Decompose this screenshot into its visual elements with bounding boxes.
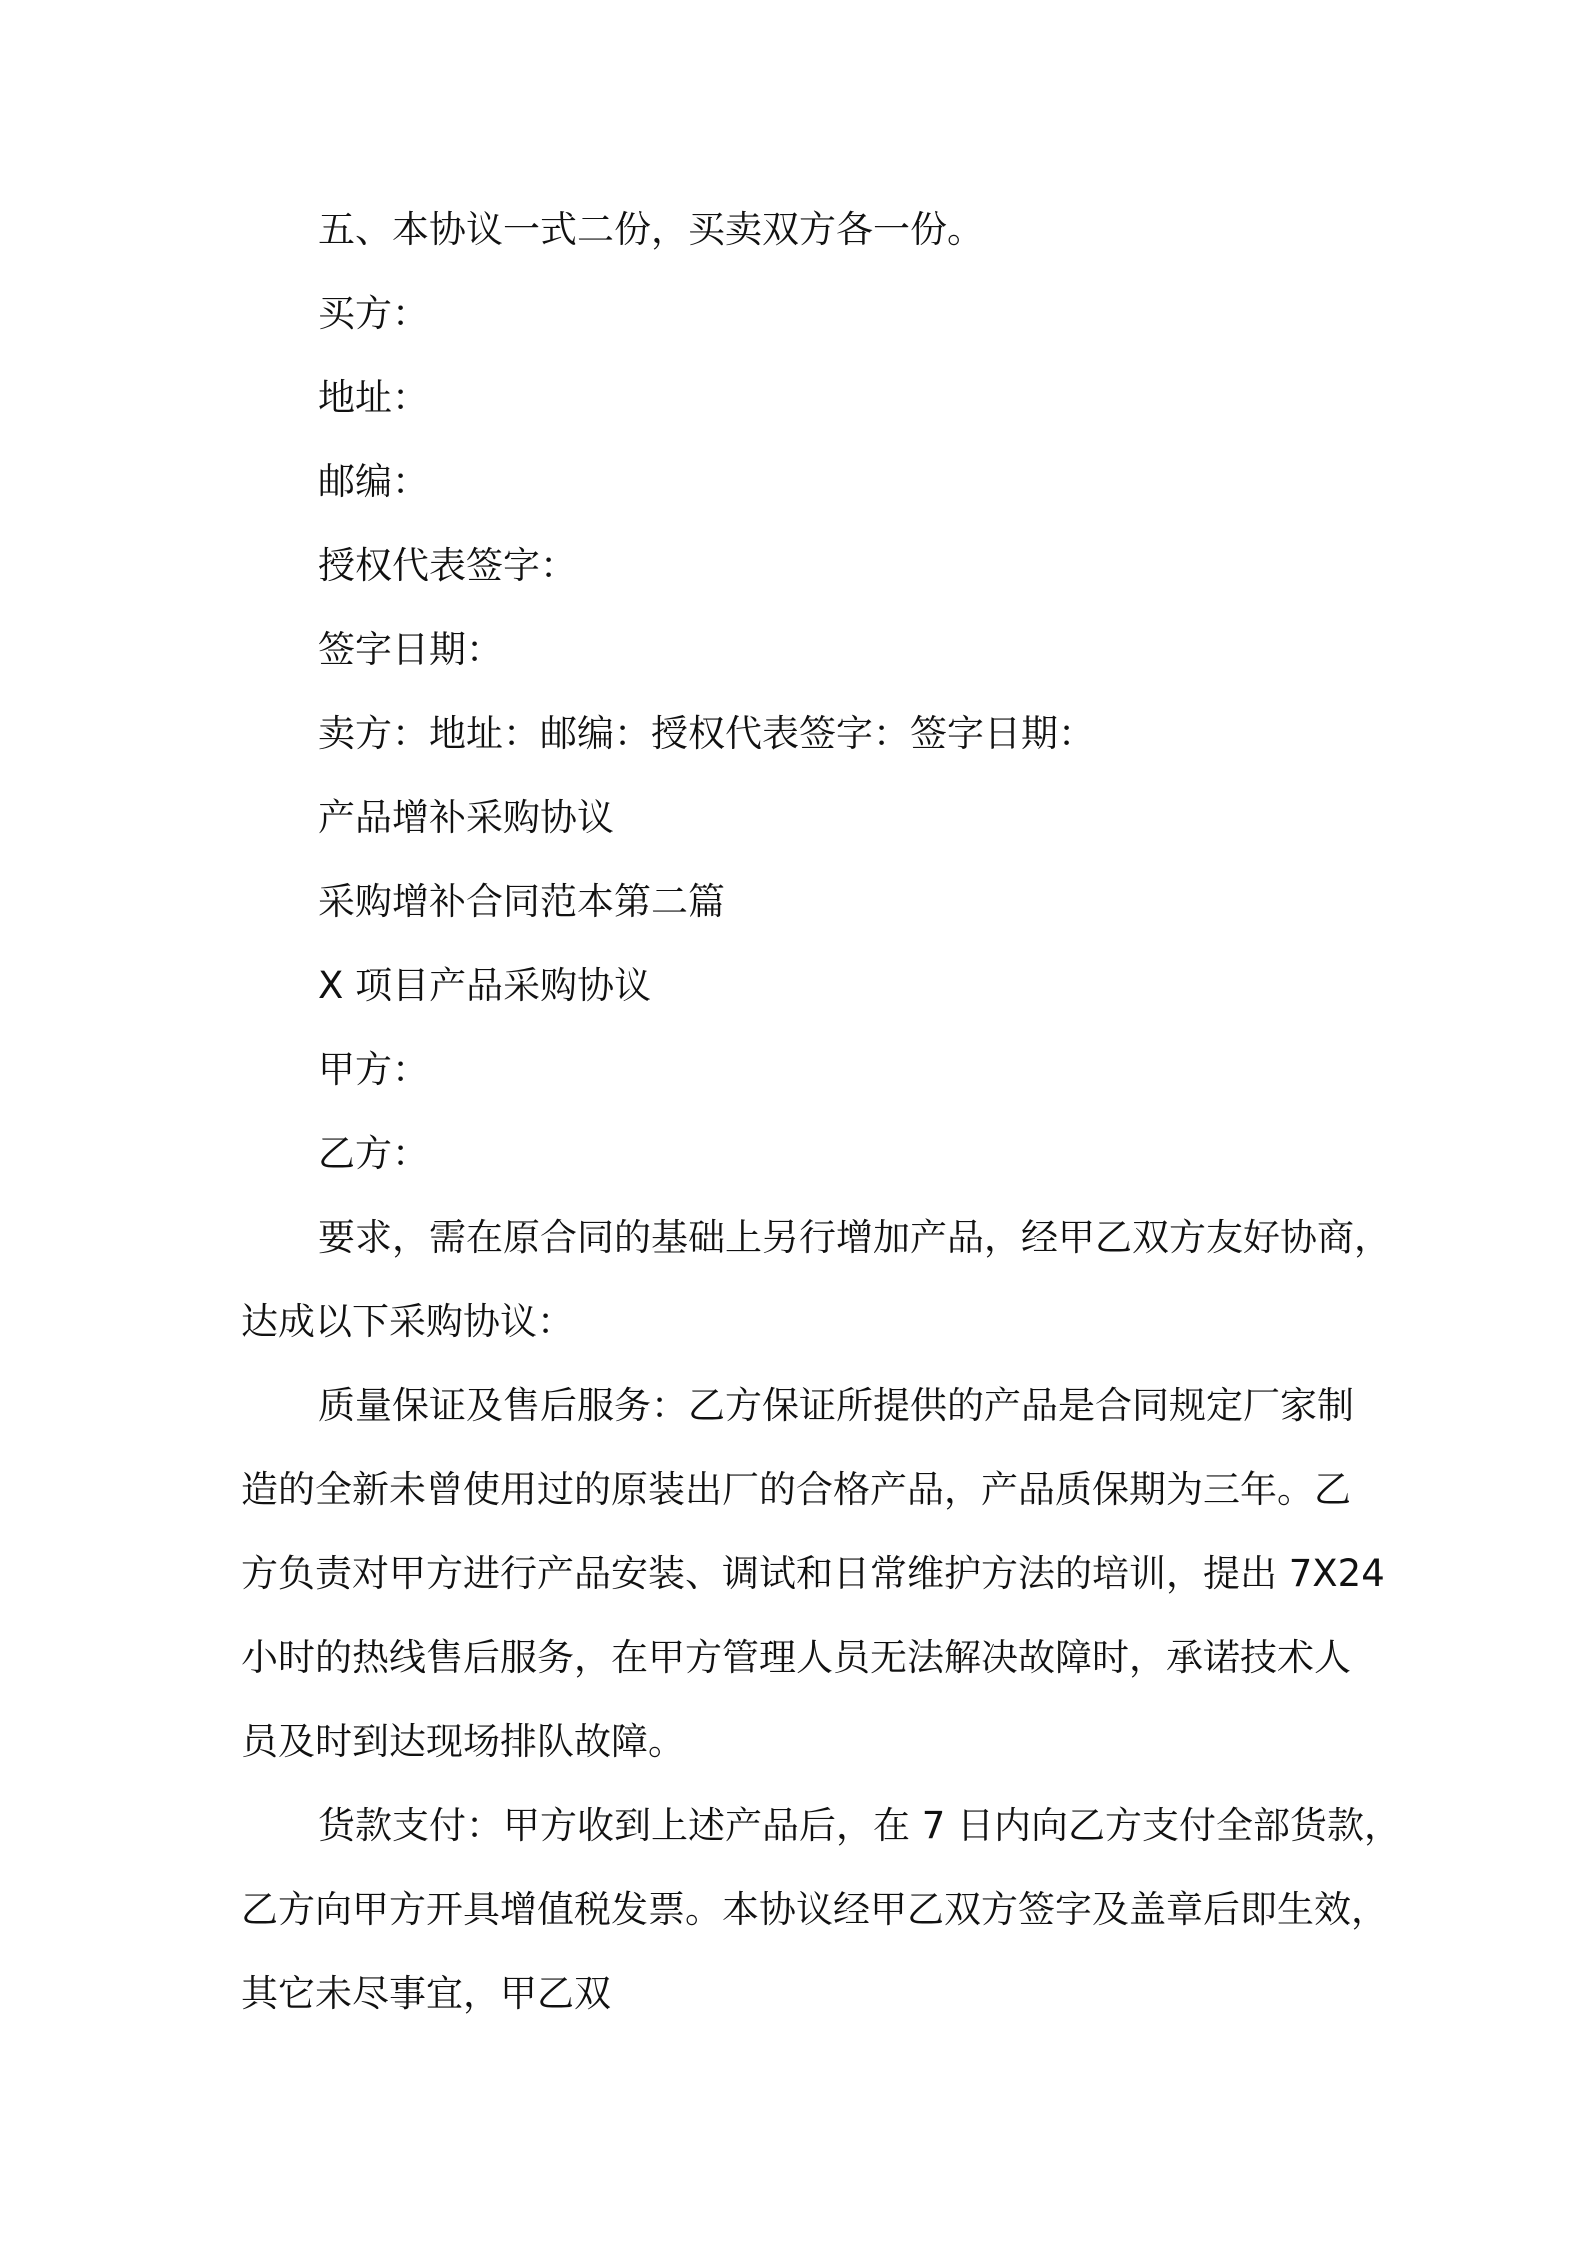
buyer-postcode-label: 邮编： xyxy=(318,460,429,503)
quality-paragraph-line-4: 小时的热线售后服务，在甲方管理人员无法解决故障时，承诺技术人 xyxy=(241,1636,1351,1679)
buyer-representative-signature-label: 授权代表签字： xyxy=(318,544,577,587)
quality-paragraph-line-1: 质量保证及售后服务：乙方保证所提供的产品是合同规定厂家制 xyxy=(318,1384,1354,1427)
quality-paragraph-line-2: 造的全新未曾使用过的原装出厂的合格产品，产品质保期为三年。乙 xyxy=(241,1468,1351,1511)
party-b-label: 乙方： xyxy=(318,1132,429,1175)
party-a-label: 甲方： xyxy=(318,1048,429,1091)
buyer-address-label: 地址： xyxy=(318,376,429,419)
buyer-signature-date-label: 签字日期： xyxy=(318,628,503,671)
document-heading-supplement: 产品增补采购协议 xyxy=(318,796,614,839)
payment-paragraph-line-3: 其它未尽事宜，甲乙双 xyxy=(241,1972,611,2015)
buyer-label: 买方： xyxy=(318,292,429,335)
clause-five: 五、本协议一式二份，买卖双方各一份。 xyxy=(318,208,984,251)
payment-paragraph-line-2: 乙方向甲方开具增值税发票。本协议经甲乙双方签字及盖章后即生效， xyxy=(241,1888,1388,1931)
quality-paragraph-line-3: 方负责对甲方进行产品安装、调试和日常维护方法的培训，提出 7X24 xyxy=(241,1552,1385,1595)
quality-paragraph-line-5: 员及时到达现场排队故障。 xyxy=(241,1720,685,1763)
document-heading-project: X 项目产品采购协议 xyxy=(318,964,652,1007)
seller-block-line: 卖方：地址：邮编：授权代表签字：签字日期： xyxy=(318,712,1095,755)
document-heading-template: 采购增补合同范本第二篇 xyxy=(318,880,725,923)
requirements-paragraph-line-1: 要求，需在原合同的基础上另行增加产品，经甲乙双方友好协商， xyxy=(318,1216,1391,1259)
payment-paragraph-line-1: 货款支付：甲方收到上述产品后，在 7 日内向乙方支付全部货款， xyxy=(318,1804,1402,1847)
requirements-paragraph-line-2: 达成以下采购协议： xyxy=(241,1300,574,1343)
